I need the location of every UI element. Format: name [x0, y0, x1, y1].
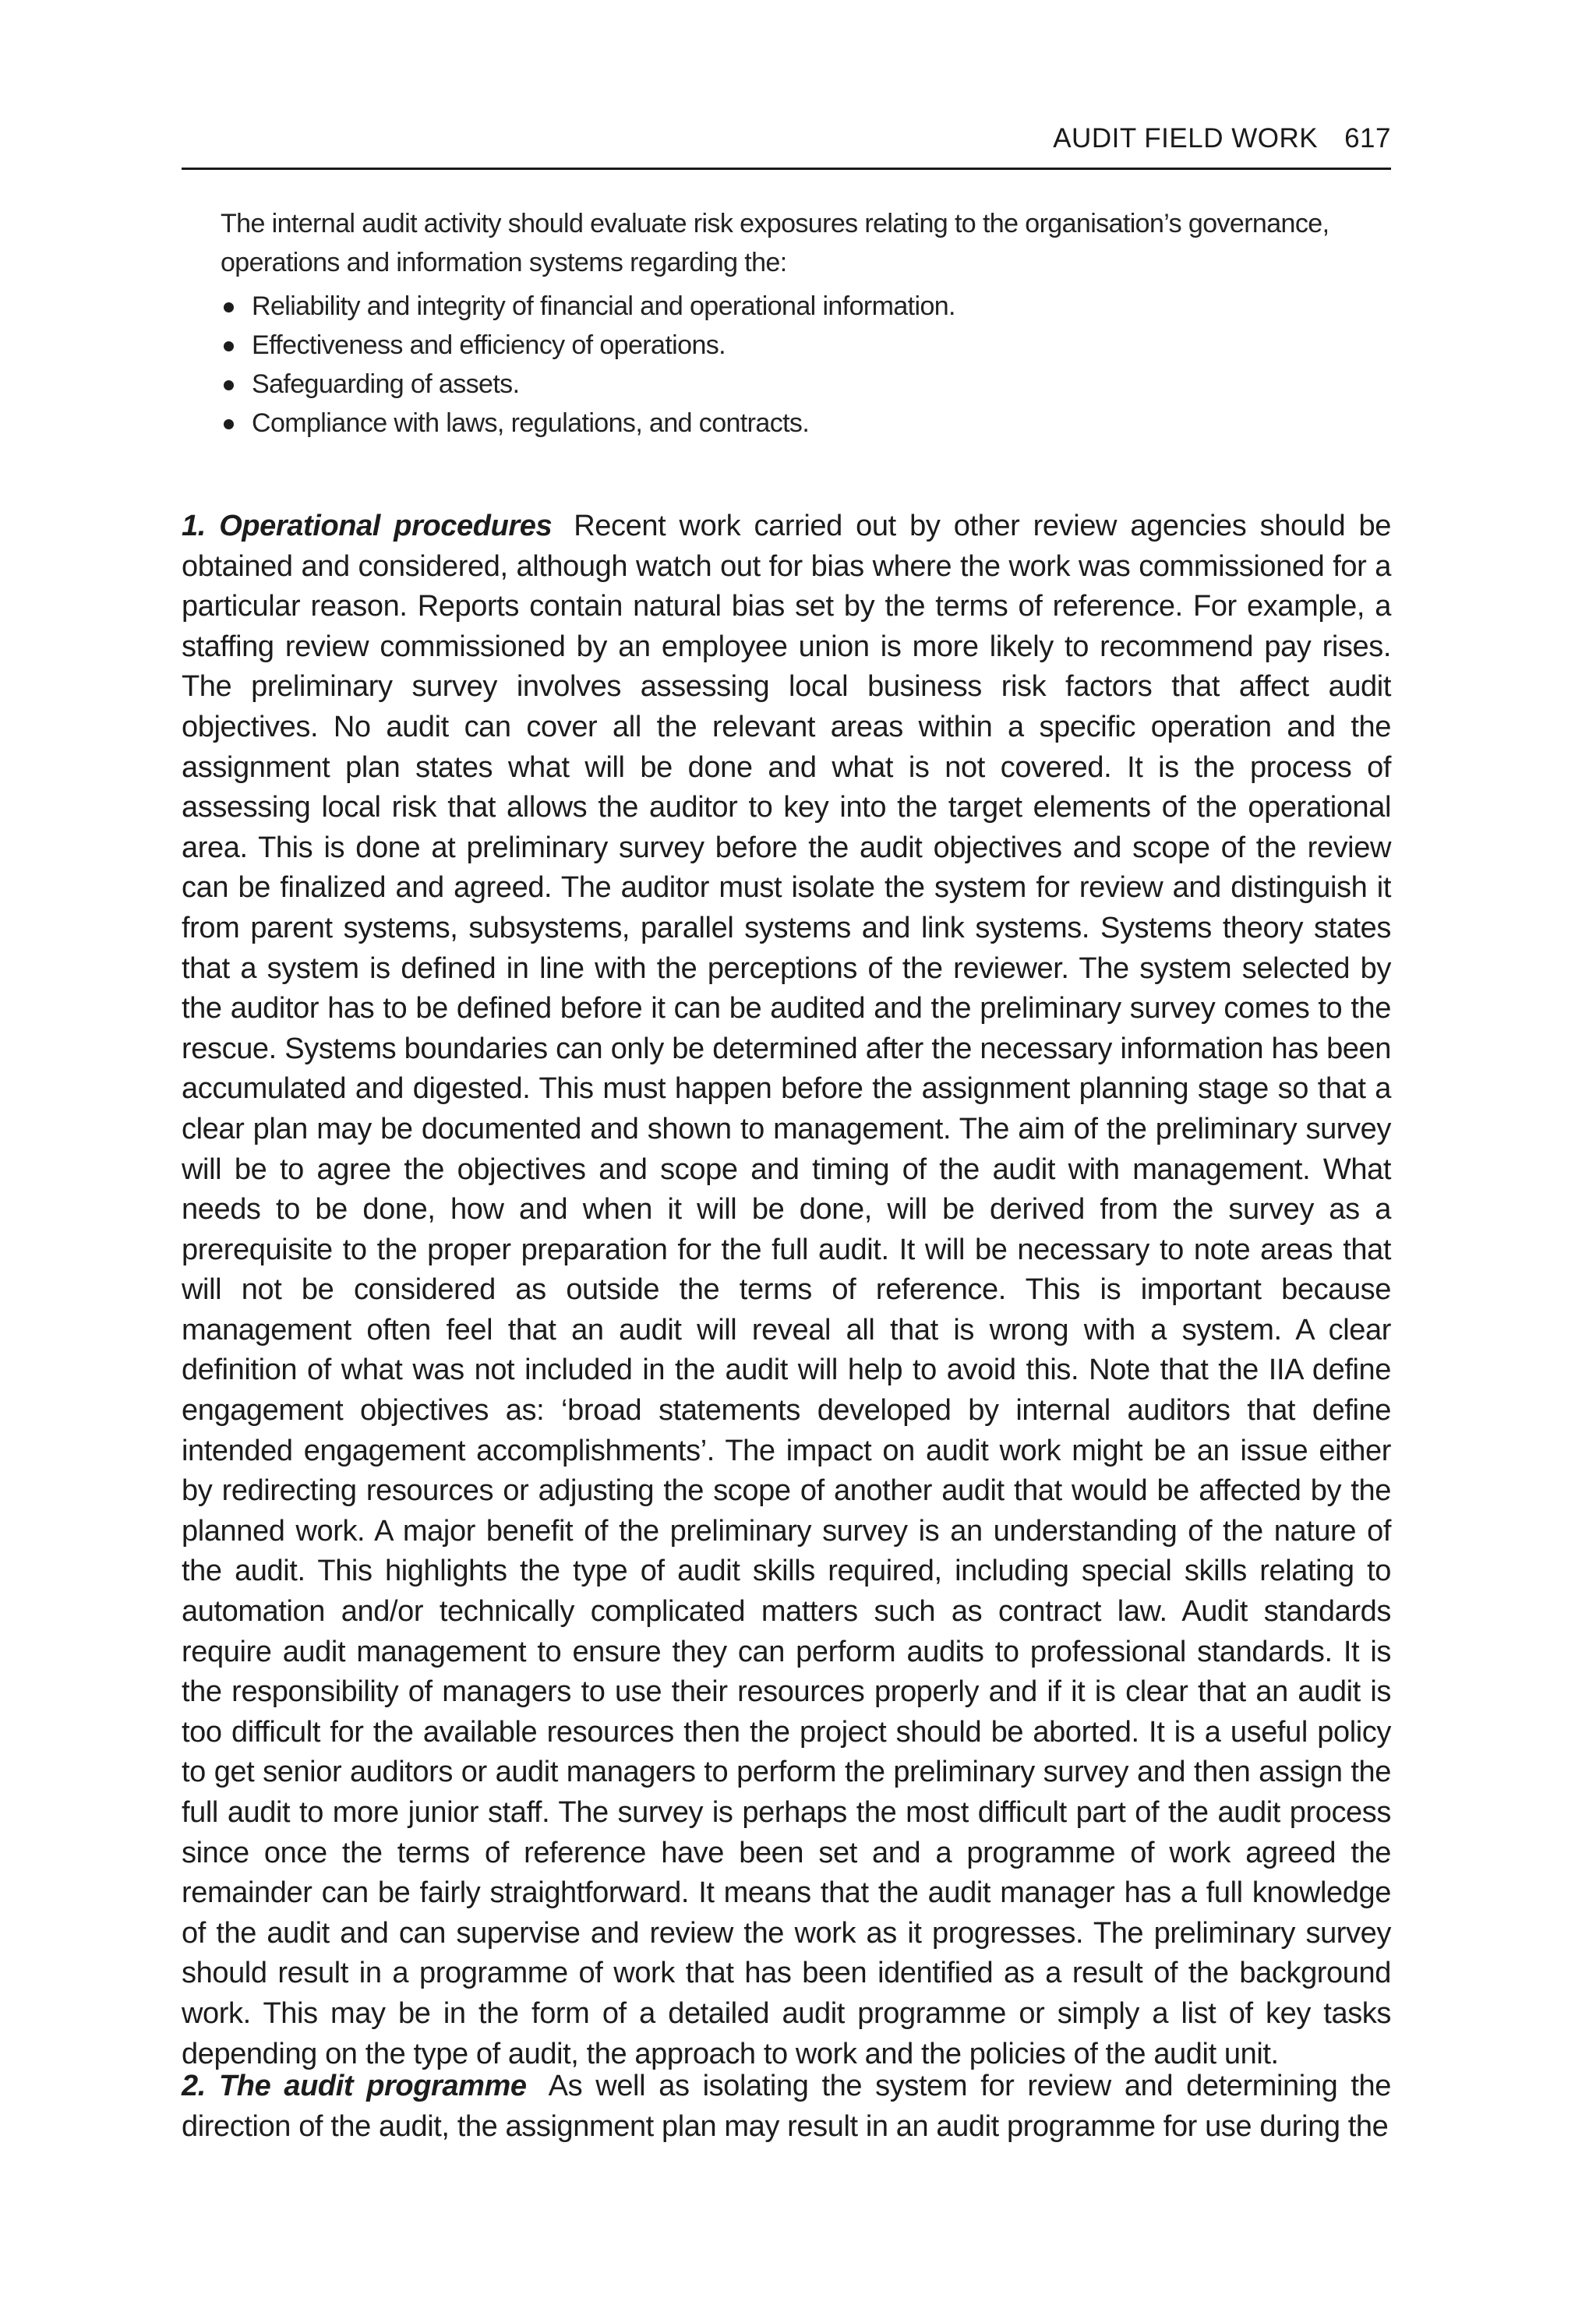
list-item [221, 404, 1366, 443]
bullet-icon [224, 341, 234, 351]
section-body: Recent work carried out by other review agencies should be obtained and considered, although watch out for bias where the work was commissioned for a particular reason. Reports contain natural bias set by the terms of reference. For example, a staffing review commissioned by an employee union is more likely to recommend pay rises. The preliminary survey involves assessing local business risk factors that affect audit objectives. No audit can cover all the relevant areas within a specific operation and the assignment plan states what will be done and what is not covered. It is the process of assessing local risk that allows the auditor to key into the target elements of the operational area. This is done at preliminary survey before the audit objectives and scope of the review can be finalized and agreed. The auditor must isolate the system for review and distinguish it from parent systems, subsystems, parallel systems and link systems. Systems theory states that a system is defined in line with the perceptions of the reviewer. The system selected by the auditor has to be defined before it can be audited and the preliminary survey comes to the rescue. Systems boundaries can only be determined after the necessary information has been accumulated and digested. This must happen before the assignment planning stage so that a clear plan may be documented and shown to management. The aim of the preliminary survey will be to agree the objectives and scope and timing of the audit with management. What needs to be done, how and when it will be done, will be derived from the survey as a prerequisite to the proper preparation for the full audit. It will be necessary to note areas that will not be considered as outside the terms of reference. This is important because management often feel that an audit will reveal all that is wrong with a system. A clear definition of what was not included in the audit will help to avoid this. Note that the IIA define engagement objectives as: ‘broad statements developed by internal auditors that define intended engagement accomplishments’. The impact on audit work might be an issue either by redirecting resources or adjusting the scope of another audit that would be affected by the planned work. A major benefit of the preliminary survey is an understanding of the nature of the audit. This highlights the type of audit skills required, including special skills relating to automation and/or technically complicated matters such as contract law. Audit standards require audit management to ensure they can perform audits to professional standards. It is the responsibility of managers to use their resources properly and if it is clear that an audit is too difficult for the available resources then the project should be aborted. It is a useful policy to get senior auditors or audit managers to perform the preliminary survey and then assign the full audit to more junior staff. The survey is perhaps the most difficult part of the audit process since once the terms of reference have been set and a programme of work agreed the remainder can be fairly straightforward. It means that the audit manager has a full knowledge of the audit and can supervise and review the work as it progresses. The preliminary survey should result in a programme of work that has been identified as a result of the background work. This may be in the form of a detailed audit programme or simply a list of key tasks depending on the type of audit, the approach to work and the policies of the audit unit. [182, 510, 1391, 2070]
section-operational-procedures [182, 507, 1391, 2074]
list-item-text: Effectiveness and efficiency of operations. [252, 330, 726, 360]
section-body: As well as isolating the system for review and determining the direction of the audit, the assignment plan may result in an audit programme for use during the [182, 2070, 1391, 2143]
section-paragraph [182, 2067, 1391, 2147]
bullet-icon [224, 380, 234, 390]
running-title: AUDIT FIELD WORK [1053, 123, 1319, 154]
list-item-text: Reliability and integrity of financial and operational information. [252, 291, 955, 321]
quote-intro: The internal audit activity should evaluate risk exposures relating to the organisation’s governance, operations and information systems regarding the: [221, 209, 1329, 277]
bullet-list [221, 287, 1366, 443]
bullet-icon [224, 302, 234, 312]
list-item [221, 326, 1366, 365]
section-heading: 2. The audit programme [182, 2070, 527, 2102]
list-item-text: Safeguarding of assets. [252, 369, 520, 399]
list-item [221, 365, 1366, 404]
section-paragraph [182, 507, 1391, 2074]
section-heading: 1. Operational procedures [182, 510, 553, 542]
page-number: 617 [1344, 123, 1391, 154]
list-item-text: Compliance with laws, regulations, and contracts. [252, 408, 810, 438]
section-audit-programme [182, 2067, 1391, 2147]
quoted-standard [221, 204, 1366, 443]
bullet-icon [224, 419, 234, 429]
list-item [221, 287, 1366, 326]
running-head [182, 118, 1391, 159]
header-rule [182, 168, 1391, 170]
